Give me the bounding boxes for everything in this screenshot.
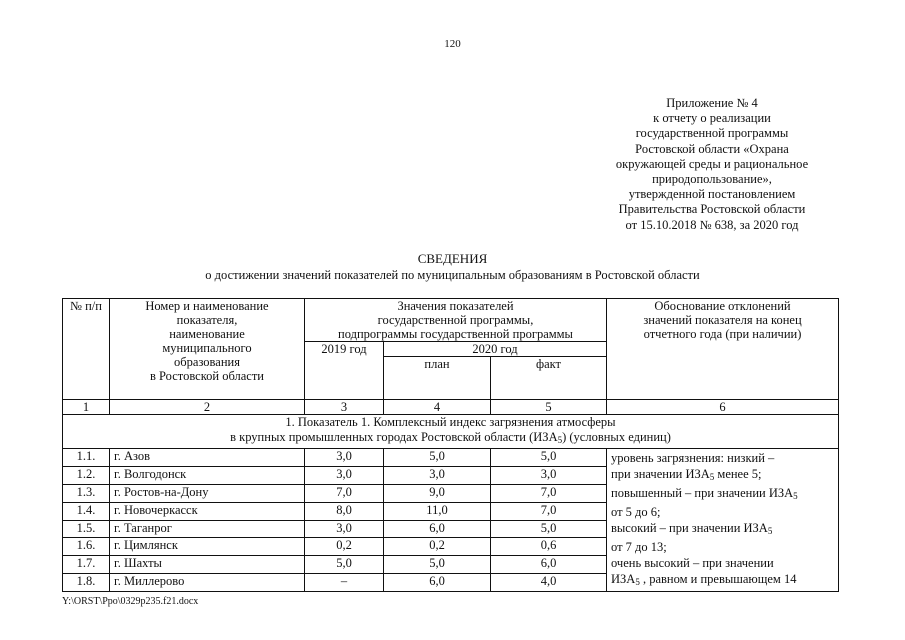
municipality-name: г. Таганрог	[110, 520, 305, 538]
header-values: Значения показателей государственной программы, подпрограммы государственной программы	[305, 299, 607, 342]
value-2019: 3,0	[305, 449, 384, 467]
value-plan: 6,0	[384, 520, 491, 538]
column-number: 1	[63, 400, 110, 415]
municipality-name: г. Волгодонск	[110, 466, 305, 484]
header-plan: план	[384, 357, 491, 400]
row-number: 1.5.	[63, 520, 110, 538]
row-number: 1.2.	[63, 466, 110, 484]
table-row	[63, 449, 839, 467]
value-2019: 8,0	[305, 502, 384, 520]
row-number: 1.3.	[63, 484, 110, 502]
row-number: 1.7.	[63, 556, 110, 574]
value-2019: 3,0	[305, 466, 384, 484]
header-2019: 2019 год	[305, 342, 384, 400]
column-number: 5	[491, 400, 607, 415]
value-plan: 5,0	[384, 556, 491, 574]
value-fact: 7,0	[491, 484, 607, 502]
value-fact: 0,6	[491, 538, 607, 556]
annex-line: Приложение № 4	[666, 96, 758, 110]
document-subtitle: о достижении значений показателей по муниципальным образованиям в Ростовской области	[205, 268, 700, 282]
annex-line: к отчету о реализации	[653, 111, 771, 126]
column-number: 3	[305, 400, 384, 415]
value-plan: 5,0	[384, 449, 491, 467]
value-plan: 9,0	[384, 484, 491, 502]
value-2019: 3,0	[305, 520, 384, 538]
value-fact: 5,0	[491, 449, 607, 467]
annex-line: природопользование»,	[652, 172, 772, 187]
header-fact: факт	[491, 357, 607, 400]
column-number: 6	[607, 400, 839, 415]
annex-block	[592, 96, 832, 233]
municipality-name: г. Шахты	[110, 556, 305, 574]
row-number: 1.8.	[63, 574, 110, 592]
section-title: 1. Показатель 1. Комплексный индекс загрязнения атмосферы в крупных промышленных городах Ростовской области $(ИЗА_5)$ (условных единиц)	[63, 415, 839, 449]
value-plan: 11,0	[384, 502, 491, 520]
annex-line: от 15.10.2018 № 638, за 2020 год	[625, 217, 799, 232]
value-fact: 6,0	[491, 556, 607, 574]
annex-line: утвержденной постановлением	[628, 187, 796, 202]
header-name: Номер и наименование показателя, наименование муниципального образования в Ростовской области	[110, 299, 305, 400]
value-plan: 3,0	[384, 466, 491, 484]
row-number: 1.4.	[63, 502, 110, 520]
value-fact: 7,0	[491, 502, 607, 520]
column-number: 4	[384, 400, 491, 415]
value-plan: 0,2	[384, 538, 491, 556]
value-plan: 6,0	[384, 574, 491, 592]
value-2019: –	[305, 574, 384, 592]
indicators-table	[62, 298, 839, 592]
annex-line: государственной программы	[635, 126, 789, 141]
value-fact: 5,0	[491, 520, 607, 538]
header-2020: 2020 год	[384, 342, 607, 357]
municipality-name: г. Азов	[110, 449, 305, 467]
municipality-name: г. Миллерово	[110, 574, 305, 592]
annex-line: Правительства Ростовской области	[618, 202, 806, 217]
municipality-name: г. Цимлянск	[110, 538, 305, 556]
value-2019: 7,0	[305, 484, 384, 502]
value-fact: 4,0	[491, 574, 607, 592]
row-number: 1.6.	[63, 538, 110, 556]
municipality-name: г. Новочеркасск	[110, 502, 305, 520]
deviation-basis: уровень загрязнения: низкий – при значении $ИЗА_5$ менее 5; повышенный – при значении $ИЗА_5$ от 5 до 6; высокий – при значении $ИЗА_5$ от 7 до 13; очень высокий – при значении $ИЗА_5$ , равном и превышающем 14	[607, 449, 839, 592]
annex-line: окружающей среды и рациональное	[615, 156, 809, 171]
value-2019: 0,2	[305, 538, 384, 556]
value-fact: 3,0	[491, 466, 607, 484]
value-2019: 5,0	[305, 556, 384, 574]
row-number: 1.1.	[63, 449, 110, 467]
file-path-footer: Y:\ORST\Ppo\0329p235.f21.docx	[62, 596, 199, 607]
header-num: № п/п	[63, 299, 110, 400]
page-number: 120	[444, 38, 461, 50]
column-number: 2	[110, 400, 305, 415]
document-title: СВЕДЕНИЯ	[417, 251, 488, 266]
header-basis: Обоснование отклонений значений показателя на конец отчетного года (при наличии)	[607, 299, 839, 400]
municipality-name: г. Ростов-на-Дону	[110, 484, 305, 502]
annex-line: Ростовской области «Охрана	[635, 141, 789, 156]
